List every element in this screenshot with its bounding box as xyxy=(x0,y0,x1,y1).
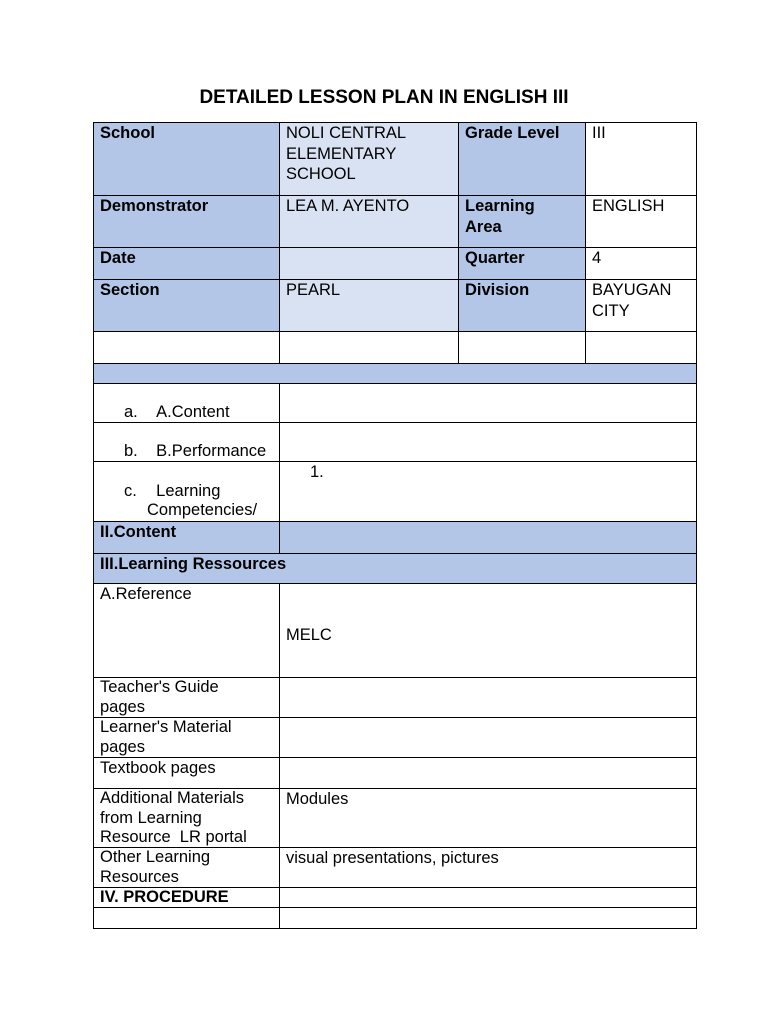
content-standard-label xyxy=(93,383,280,423)
list-marker: a. xyxy=(124,403,138,421)
division-value: BAYUGAN CITY xyxy=(585,279,697,332)
learners-material-label: Learner's Material pages xyxy=(93,717,280,758)
performance-standards-label xyxy=(93,422,280,462)
empty-cell xyxy=(585,331,697,364)
date-value xyxy=(279,247,459,280)
date-label: Date xyxy=(93,247,280,280)
content-standard-text: A.Content xyxy=(156,403,230,421)
preliminary-text xyxy=(156,927,246,929)
empty-cell xyxy=(93,331,280,364)
reference-value xyxy=(279,583,697,678)
list-marker: b. xyxy=(124,442,138,460)
objectives-heading xyxy=(93,363,697,384)
content-value xyxy=(279,521,697,554)
quarter-label: Quarter xyxy=(458,247,586,280)
procedure-value xyxy=(279,887,697,908)
performance-standards-value xyxy=(279,422,697,462)
learning-resources-heading: III.Learning Ressources xyxy=(93,553,697,584)
preliminary-label xyxy=(93,907,280,929)
content-standard-value xyxy=(279,383,697,423)
other-resources-label: Other Learning Resources xyxy=(93,847,280,888)
learners-material-value xyxy=(279,717,697,758)
list-marker: c. xyxy=(124,481,137,500)
procedure-heading: IV. PROCEDURE xyxy=(93,887,280,908)
page-title: DETAILED LESSON PLAN IN ENGLISH III xyxy=(199,87,569,108)
grade-level-value: III xyxy=(585,122,697,196)
quarter-value: 4 xyxy=(585,247,697,280)
bullet-icon xyxy=(124,927,130,929)
content-label: II.Content xyxy=(93,521,280,554)
preliminary-value xyxy=(279,907,697,929)
performance-standards-text: B.Performance xyxy=(156,442,267,460)
empty-cell xyxy=(279,331,459,364)
textbook-pages-label: Textbook pages xyxy=(93,757,280,789)
grade-level-label: Grade Level xyxy=(458,122,586,196)
competencies-text: Learning Competencies/ xyxy=(147,481,258,519)
demonstrator-label: Demonstrator xyxy=(93,195,280,248)
reference-melc: MELC xyxy=(286,626,332,644)
reference-label: A.Reference xyxy=(93,583,280,678)
competencies-value: 1. xyxy=(279,461,697,522)
learning-area-value: ENGLISH xyxy=(585,195,697,248)
textbook-pages-value xyxy=(279,757,697,789)
competencies-label xyxy=(93,461,280,522)
school-label: School xyxy=(93,122,280,196)
school-value: NOLI CENTRAL ELEMENTARY SCHOOL xyxy=(279,122,459,196)
section-label: Section xyxy=(93,279,280,332)
other-resources-value: visual presentations, pictures xyxy=(279,847,697,888)
teachers-guide-label: Teacher's Guide pages xyxy=(93,677,280,718)
division-label: Division xyxy=(458,279,586,332)
additional-materials-label: Additional Materials from Learning Resource LR portal xyxy=(93,788,280,848)
section-value: PEARL xyxy=(279,279,459,332)
empty-cell xyxy=(458,331,586,364)
learning-area-label: Learning Area xyxy=(458,195,586,248)
demonstrator-value: LEA M. AYENTO xyxy=(279,195,459,248)
teachers-guide-value xyxy=(279,677,697,718)
additional-materials-value: Modules xyxy=(279,788,697,848)
